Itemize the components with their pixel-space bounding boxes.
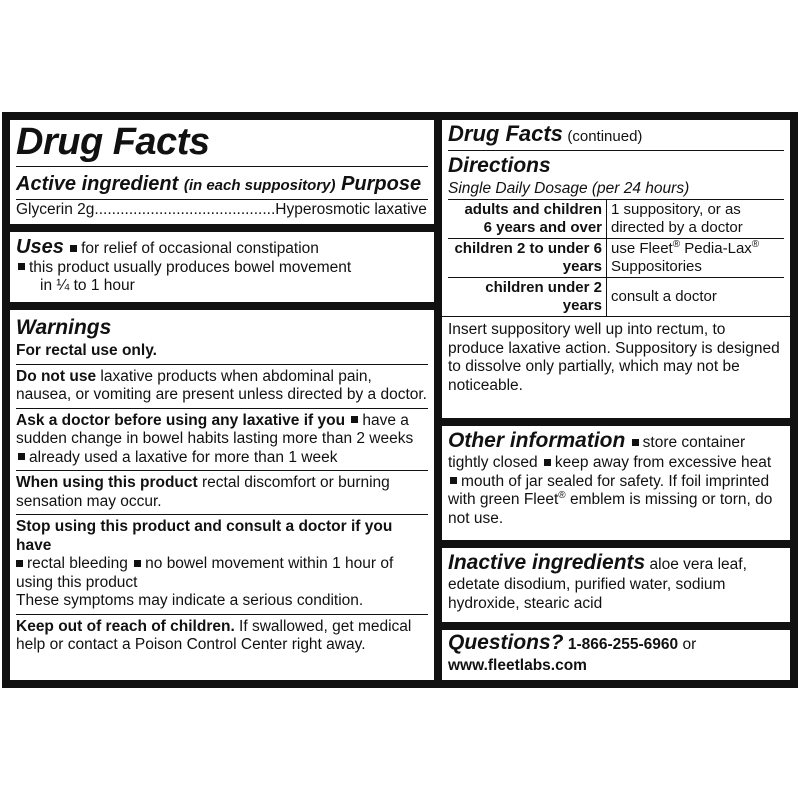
rectal-use-only: For rectal use only. [16, 342, 428, 365]
phone-number[interactable]: 1-866-255-6960 [563, 636, 679, 653]
drug-facts-continued-title: Drug Facts [448, 121, 563, 146]
other-item2: keep away from excessive heat [554, 454, 772, 471]
other-information-heading: Other information [448, 429, 626, 452]
uses-item2a: this product usually produces bowel movement [29, 258, 352, 276]
other-item1: store container tightly closed [448, 434, 746, 471]
bullet-icon [351, 416, 358, 423]
bullet-icon [70, 245, 77, 252]
ingredient-dots: .......................................... [94, 201, 276, 218]
uses-line1 [16, 238, 428, 259]
questions-heading: Questions? [448, 631, 564, 654]
questions-or: or [678, 636, 697, 653]
table-row [448, 200, 784, 239]
stop-item1: rectal bleeding [27, 555, 128, 572]
when-using-heading: When using this product [16, 474, 198, 491]
drug-facts-title: Drug Facts [16, 120, 428, 167]
bullet-icon [544, 459, 551, 466]
bullet-icon [450, 477, 457, 484]
stop-using-heading: Stop using this product and consult a doctor if you have [16, 518, 393, 554]
registered-mark: ® [558, 489, 566, 501]
other-item3b: emblem is missing or torn, do not use. [448, 491, 773, 527]
ingredient-row [16, 199, 428, 220]
ingredient-name: Glycerin 2g [16, 201, 95, 218]
dosage-who: children 2 to under 6 years [448, 239, 607, 278]
directions-section [442, 120, 790, 418]
table-row [448, 278, 784, 317]
other-information-section [442, 426, 790, 540]
when-using-block [16, 471, 428, 515]
bullet-icon [134, 560, 141, 567]
uses-item1: for relief of occasional constipation [81, 240, 319, 257]
dose-text-b: Pedia-Lax [680, 240, 752, 257]
do-not-use-text: laxative products when abdominal pain, nausea, or vomiting are present unless directed by a doctor. [16, 367, 427, 403]
active-ingredient-header [16, 171, 428, 199]
inactive-ingredients-text [448, 550, 784, 613]
when-using-text: rectal discomfort or burning sensation may occur. [16, 474, 390, 510]
other-information-text [448, 428, 784, 528]
dosage-amount: consult a doctor [611, 288, 717, 305]
dosage-who: children under 2 years [448, 278, 607, 317]
questions-line [448, 632, 784, 656]
uses-line2 [16, 259, 428, 278]
purpose-heading: Purpose [341, 173, 422, 195]
bullet-icon [18, 453, 25, 460]
ingredient-purpose: Hyperosmotic laxative [275, 201, 427, 218]
table-row [448, 239, 784, 278]
inactive-ingredients-list: aloe vera leaf, edetate disodium, purified water, sodium hydroxide, stearic acid [448, 556, 747, 612]
other-item3a: mouth of jar sealed for safety. If foil imprinted with green Fleet [448, 472, 770, 508]
questions-section [442, 630, 790, 680]
warnings-heading: Warnings [16, 316, 112, 339]
warnings-section [10, 310, 434, 680]
insert-instructions: Insert suppository well up into rectum, to produce laxative action. Suppository is designed to dissolve only partially, which may not be noticeable. [442, 316, 790, 395]
inactive-ingredients-section [442, 548, 790, 622]
ask-doctor-block [16, 409, 428, 472]
bullet-icon [632, 439, 639, 446]
ask-doctor-item2: already used a laxative for more than 1 week [29, 448, 338, 466]
uses-heading: Uses [16, 236, 64, 258]
continued-label: (continued) [567, 128, 643, 145]
keep-out-block [16, 615, 428, 658]
ask-doctor-item1: have a sudden change in bowel habits lasting more than 2 weeks [16, 411, 414, 447]
registered-mark: ® [751, 239, 760, 250]
continued-title-row [448, 120, 784, 151]
dose-text-c: Suppositories [611, 258, 702, 275]
uses-item2b: in ¼ to 1 hour [40, 277, 135, 294]
keep-out-heading: Keep out of reach of children. [16, 617, 235, 635]
active-ingredient-section [10, 120, 434, 224]
active-ingredient-heading: Active ingredient [16, 173, 179, 195]
active-ingredient-sub: (in each suppository) [183, 177, 336, 194]
keep-out-text: If swallowed, get medical help or contact a Poison Control Center right away. [16, 617, 412, 653]
bullet-icon [16, 560, 23, 567]
dosage-amount: 1 suppository, or as directed by a doctor [611, 201, 743, 236]
dosage-table [448, 200, 784, 316]
do-not-use-block [16, 365, 428, 409]
directions-heading: Directions [448, 154, 551, 177]
stop-note: These symptoms may indicate a serious condition. [16, 592, 364, 609]
uses-section [10, 232, 434, 302]
bullet-icon [18, 263, 25, 270]
dosage-who: adults and children 6 years and over [448, 200, 607, 239]
ask-doctor-heading: Ask a doctor before using any laxative if you [16, 411, 346, 429]
dose-text-a: use Fleet [611, 240, 673, 257]
do-not-use-heading: Do not use [16, 367, 97, 385]
directions-sub: Single Daily Dosage (per 24 hours) [448, 179, 784, 200]
website-link[interactable]: www.fleetlabs.com [448, 657, 587, 674]
stop-using-block [16, 515, 428, 615]
inactive-ingredients-heading: Inactive ingredients [448, 551, 646, 574]
dosage-amount [607, 239, 785, 278]
registered-mark: ® [672, 239, 681, 250]
stop-item2: no bowel movement within 1 hour of using this product [16, 555, 394, 591]
